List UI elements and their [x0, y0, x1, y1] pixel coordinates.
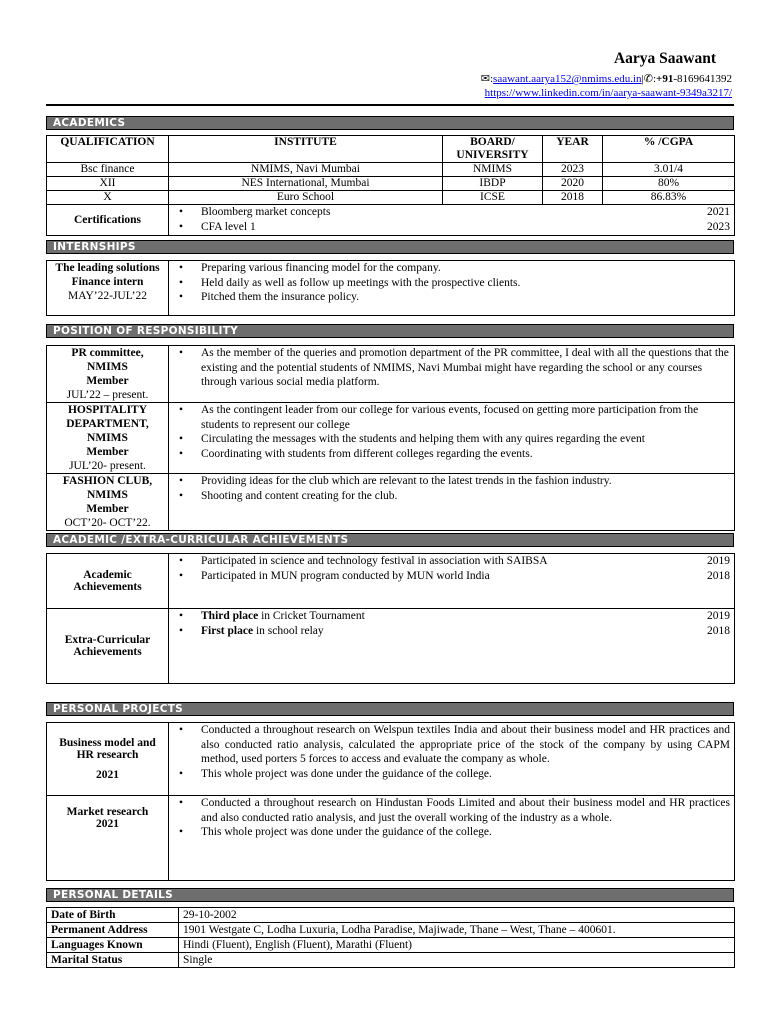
table-cell: 2020: [543, 177, 603, 191]
section-title-personal: PERSONAL DETAILS: [46, 888, 734, 902]
table-row: [47, 346, 735, 403]
por-points: [169, 403, 735, 474]
table-row: [47, 261, 735, 316]
detail-value: 29-10-2002: [179, 908, 735, 923]
list-item: • Shooting and content creating for the club.: [173, 489, 730, 504]
table-row: [47, 177, 735, 191]
internship-points: [169, 261, 735, 316]
col-header: YEAR: [543, 136, 603, 163]
table-row: [47, 723, 735, 796]
table-cell: IBDP: [443, 177, 543, 191]
table-row: [47, 953, 735, 968]
detail-label: Permanent Address: [47, 923, 179, 938]
extra-achievements-list: [169, 609, 735, 684]
table-cell: X: [47, 191, 169, 205]
section-title-projects: PERSONAL PROJECTS: [46, 702, 734, 716]
table-cell: NMIMS, Navi Mumbai: [169, 163, 443, 177]
list-item: • Third place in Cricket Tournament 2019: [173, 609, 730, 624]
list-item: • Conducted a throughout research on Welspun textiles India and about their business model and HR practices and also conducted ratio analysis, calculated the appropriate price of the stock of the company by using CAPM method, used porters 5 forces to access and evaluate the company as whole.: [173, 723, 730, 767]
table-cell: ICSE: [443, 191, 543, 205]
academics-header-row: [47, 136, 735, 163]
academics-table: [46, 135, 735, 236]
por-points: [169, 346, 735, 403]
personal-details-table: [46, 907, 735, 968]
detail-value: Hindi (Fluent), English (Fluent), Marathi (Fluent): [179, 938, 735, 953]
project-points: [169, 723, 735, 796]
table-cell: 86.83%: [603, 191, 735, 205]
table-cell: NES International, Mumbai: [169, 177, 443, 191]
table-cell: XII: [47, 177, 169, 191]
table-cell: NMIMS: [443, 163, 543, 177]
table-row: [47, 923, 735, 938]
table-cell: Bsc finance: [47, 163, 169, 177]
list-item: • Coordinating with students from different colleges regarding the events.: [173, 447, 730, 462]
list-item: • Providing ideas for the club which are relevant to the latest trends in the fashion industry.: [173, 474, 730, 489]
list-item: • Pitched them the insurance policy.: [173, 290, 730, 305]
projects-table: [46, 722, 735, 881]
table-cell: 80%: [603, 177, 735, 191]
internship-role: The leading solutions Finance intern MAY’22-JUL’22: [47, 261, 169, 316]
contact-line: ✉:saawant.aarya152@nmims.edu.in|✆:+91-8169641392: [480, 73, 732, 85]
internships-table: [46, 260, 735, 316]
detail-label: Languages Known: [47, 938, 179, 953]
table-row: [47, 908, 735, 923]
list-item: • Held daily as well as follow up meetings with the prospective clients.: [173, 276, 730, 291]
list-item: • Participated in MUN program conducted by MUN world India 2018: [173, 569, 730, 584]
linkedin-link[interactable]: https://www.linkedin.com/in/aarya-saawant-9349a3217/: [484, 87, 732, 99]
academic-achievements-list: [169, 554, 735, 609]
section-title-por: POSITION OF RESPONSIBILITY: [46, 324, 734, 338]
phone-prefix: +91: [656, 73, 674, 85]
project-name: Market research 2021: [47, 796, 169, 881]
por-role: FASHION CLUB, NMIMS Member OCT’20- OCT’22.: [47, 474, 169, 531]
certifications-list: [169, 205, 735, 236]
list-item: • This whole project was done under the guidance of the college.: [173, 767, 730, 782]
list-item: • As the contingent leader from our college for various events, focused on getting more participation from the students to represent our college: [173, 403, 730, 432]
por-table: [46, 345, 735, 531]
detail-label: Marital Status: [47, 953, 179, 968]
extra-achievements-label: Extra-Curricular Achievements: [47, 609, 169, 684]
table-row: [47, 554, 735, 609]
candidate-name: Aarya Saawant: [613, 50, 716, 67]
table-row: [47, 474, 735, 531]
phone-number: -8169641392: [673, 73, 732, 85]
mail-icon: ✉:: [480, 73, 494, 85]
list-item: • This whole project was done under the guidance of the college.: [173, 825, 730, 840]
table-row: [47, 403, 735, 474]
header-divider: [46, 104, 734, 106]
list-item: • As the member of the queries and promotion department of the PR committee, I deal with all the questions that the existing and the potential students of NMIMS, Navi Mumbai might have regarding the school or any courses through various social media platform.: [173, 346, 730, 390]
table-row: [47, 191, 735, 205]
contact-block: [481, 72, 732, 100]
detail-value: Single: [179, 953, 735, 968]
section-title-academics: ACADEMICS: [46, 116, 734, 130]
project-points: [169, 796, 735, 881]
table-cell: 2018: [543, 191, 603, 205]
list-item: • Bloomberg market concepts 2021: [173, 205, 730, 220]
table-row: [47, 163, 735, 177]
section-title-internships: INTERNSHIPS: [46, 240, 734, 254]
email-link[interactable]: saawant.aarya152@nmims.edu.in: [493, 73, 642, 85]
certifications-label: Certifications: [47, 205, 169, 236]
table-row: [47, 796, 735, 881]
list-item: • Participated in science and technology festival in association with SAIBSA 2019: [173, 554, 730, 569]
section-title-achievements: ACADEMIC /EXTRA-CURRICULAR ACHIEVEMENTS: [46, 533, 734, 547]
por-role: PR committee, NMIMS Member JUL’22 – present.: [47, 346, 169, 403]
table-cell: Euro School: [169, 191, 443, 205]
table-cell: 3.01/4: [603, 163, 735, 177]
por-role: HOSPITALITY DEPARTMENT, NMIMS Member JUL’20- present.: [47, 403, 169, 474]
col-header: % /CGPA: [603, 136, 735, 163]
table-row: [47, 938, 735, 953]
academic-achievements-label: Academic Achievements: [47, 554, 169, 609]
project-name: Business model and HR research 2021: [47, 723, 169, 796]
phone-icon: ✆: [643, 73, 653, 85]
col-header: QUALIFICATION: [47, 136, 169, 163]
col-header: BOARD/ UNIVERSITY: [443, 136, 543, 163]
certifications-row: [47, 205, 735, 236]
list-item: • Conducted a throughout research on Hindustan Foods Limited and about their business model and HR practices and also conducted ratio analysis, and just the overall working of the industry as a whole.: [173, 796, 730, 825]
list-item: • First place in school relay 2018: [173, 624, 730, 639]
por-points: [169, 474, 735, 531]
table-cell: 2023: [543, 163, 603, 177]
list-item: • CFA level 1 2023: [173, 220, 730, 235]
list-item: • Preparing various financing model for the company.: [173, 261, 730, 276]
col-header: INSTITUTE: [169, 136, 443, 163]
detail-label: Date of Birth: [47, 908, 179, 923]
table-row: [47, 609, 735, 684]
achievements-table: [46, 553, 735, 684]
list-item: • Circulating the messages with the students and helping them with any quires regarding the event: [173, 432, 730, 447]
detail-value: 1901 Westgate C, Lodha Luxuria, Lodha Paradise, Majiwade, Thane – West, Thane – 400601.: [179, 923, 735, 938]
